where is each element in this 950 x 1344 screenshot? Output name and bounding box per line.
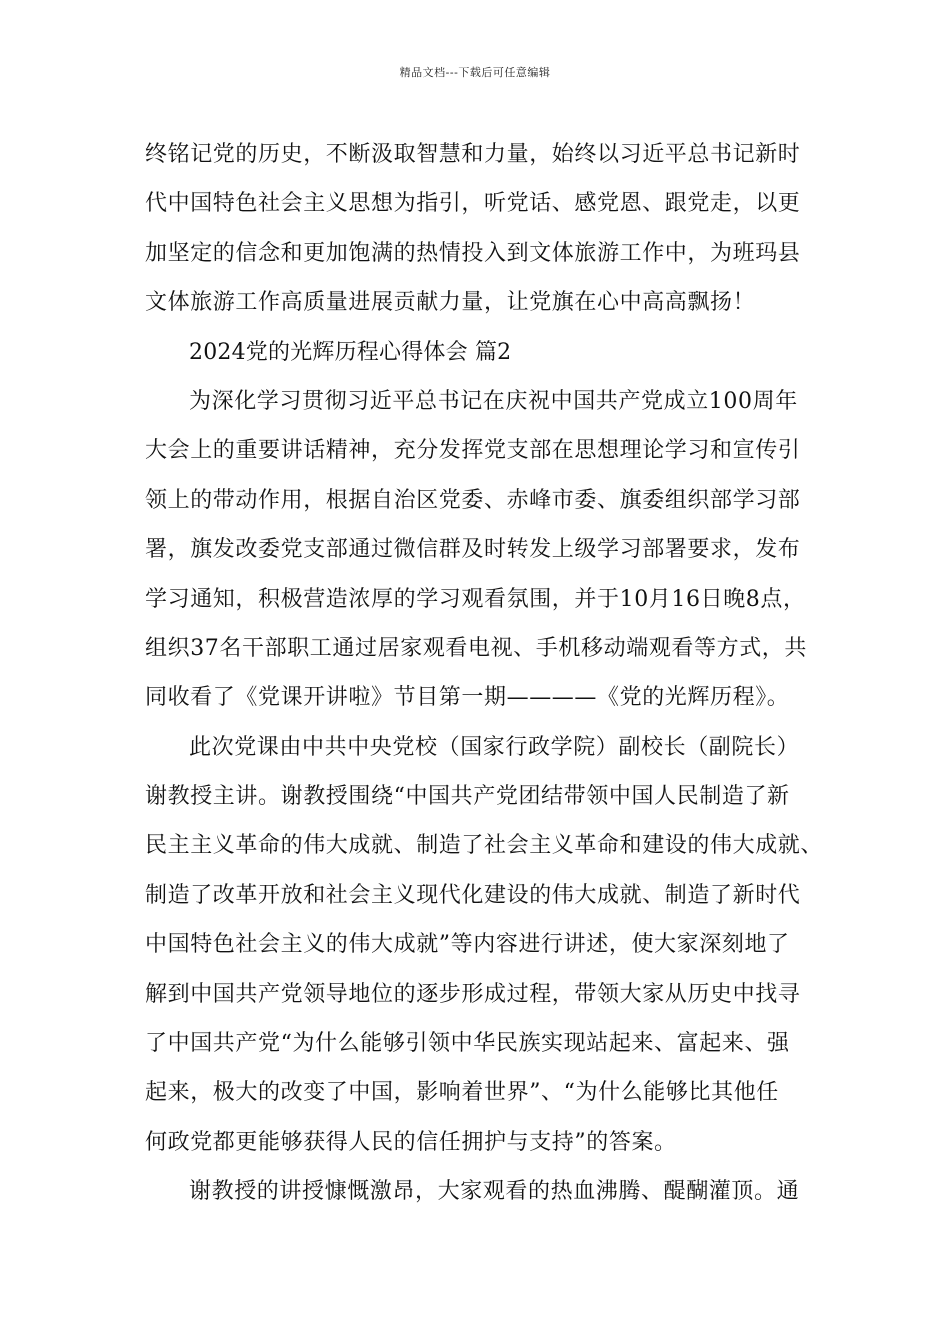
text-line: 领上的带动作用，根据自治区党委、赤峰市委、旗委组织部学习部: [145, 487, 801, 513]
paragraph-start-line: 为深化学习贯彻习近平总书记在庆祝中国共产党成立100周年: [189, 388, 798, 414]
text-line: 了中国共产党“为什么能够引领中华民族实现站起来、富起来、强: [145, 1031, 790, 1057]
text-line: 解到中国共产党领导地位的逐步形成过程，带领大家从历史中找寻: [145, 981, 801, 1007]
text-line: 组织37名干部职工通过居家观看电视、手机移动端观看等方式，共: [145, 635, 807, 661]
text-line: 民主主义革命的伟大成就、制造了社会主义革命和建设的伟大成就、: [145, 833, 824, 859]
section-heading: 2024党的光辉历程心得体会 篇2: [189, 339, 512, 365]
text-line: 加坚定的信念和更加饱满的热情投入到文体旅游工作中，为班玛县: [145, 240, 801, 266]
text-line: 谢教授主讲。谢教授围绕“中国共产党团结带领中国人民制造了新: [145, 784, 790, 810]
body-text: [145, 130, 824, 1217]
text-line: 同收看了《党课开讲啦》节目第一期————《党的光辉历程》。: [145, 685, 790, 711]
text-line: 何政党都更能够获得人民的信任拥护与支持”的答案。: [145, 1129, 677, 1155]
text-line: 学习通知，积极营造浓厚的学习观看氛围，并于10月16日晚8点，: [145, 586, 806, 612]
page-header: 精品文档---下载后可任意编辑: [399, 66, 551, 79]
paragraph-start-line: 谢教授的讲授慷慨激昂，大家观看的热血沸腾、醍醐灌顶。通: [189, 1179, 800, 1205]
text-line: 制造了改革开放和社会主义现代化建设的伟大成就、制造了新时代: [145, 882, 801, 908]
text-line: 起来，极大的改变了中国，影响着世界”、“为什么能够比其他任: [145, 1080, 779, 1106]
text-line: 大会上的重要讲话精神，充分发挥党支部在思想理论学习和宣传引: [145, 438, 801, 464]
text-line: 终铭记党的历史，不断汲取智慧和力量，始终以习近平总书记新时: [145, 142, 801, 167]
text-line: 中国特色社会主义的伟大成就”等内容进行讲述，使大家深刻地了: [145, 932, 790, 958]
paragraph-start-line: 此次党课由中共中央党校（国家行政学院）副校长（副院长）: [189, 734, 800, 760]
text-line: 代中国特色社会主义思想为指引，听党话、感党恩、跟党走，以更: [145, 191, 801, 217]
text-line: 署，旗发改委党支部通过微信群及时转发上级学习部署要求，发布: [145, 537, 801, 563]
text-line: 文体旅游工作高质量进展贡献力量，让党旗在心中高高飘扬！: [145, 290, 756, 316]
